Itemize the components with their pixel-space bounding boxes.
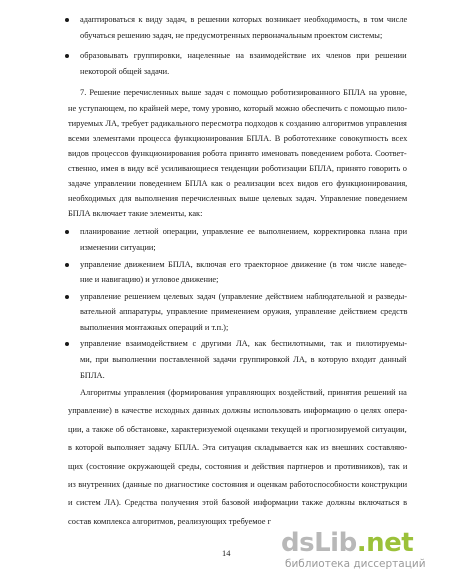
bullet-icon xyxy=(65,263,69,267)
bullet-icon xyxy=(65,54,69,58)
text-line: БПЛА включает такие элементы, как: xyxy=(68,209,203,218)
text-line: управление взаимодействием с другими ЛА, как беспилотными, так и пилотируемы- xyxy=(80,339,407,348)
text-line: ции, а также об обстановке, характеризуемой оценками текущей и прогнозируемой ситуации, xyxy=(68,425,407,434)
text-line: щих (состояние окружающей среды, состояния и действия партнеров и противников), так и xyxy=(68,462,408,471)
text-line: ми, при выполнении поставленной задачи группировкой ЛА, в которую входит данный xyxy=(80,355,407,364)
text-line: и систем ЛА). Средства получения этой базовой информации также должны включаться в xyxy=(68,498,408,507)
text-line: адаптироваться к виду задач, в решении которых возникает необходимость, в том числе xyxy=(80,15,408,24)
text-line: управление движением БПЛА, включая его траекторное движение (в том числе наведе- xyxy=(80,260,407,269)
page-number: 14 xyxy=(222,549,231,558)
text-line: из внутренних (данные по диагностике состояния и оценкам работоспособности конструкции xyxy=(68,480,408,489)
text-line: некоторой общей задачи. xyxy=(80,67,170,76)
text-line: ственно, имея в виду всё усиливающиеся тенденции роботизации БПЛА, принято говорить о xyxy=(68,164,407,173)
text-line: обучаться решению задач, не предусмотренных первоначальным проектом системы; xyxy=(80,31,383,40)
text-line: не уступающем, по крайней мере, тому уровню, который можно обеспечить с помощью пило- xyxy=(68,104,408,113)
text-line: вательной аппаратуры, управление применением оружия, управление действием средств xyxy=(80,307,408,316)
bullet-icon xyxy=(65,295,69,299)
text-line: БПЛА. xyxy=(80,371,105,380)
text-line: всеми элементами процесса функционирования БПЛА. В робототехнике совокупность всех xyxy=(68,134,408,143)
text-line: видов процессов функционирования робота принято именовать поведением робота. Соответ- xyxy=(68,149,407,158)
bullet-icon xyxy=(65,342,69,346)
text-line: в которой выполняет задачу БПЛА. Эта ситуация складывается как из внешних составляю- xyxy=(68,443,408,452)
text-line: выполнения монтажных операций и т.п.); xyxy=(80,323,229,332)
text-line: состав комплекса алгоритмов, реализующих требуемое г xyxy=(68,517,272,526)
text-line: изменении ситуации; xyxy=(80,243,156,252)
text-line: тируемых ЛА, требует радикального пересмотра подходов к созданию алгоритмов управления xyxy=(68,119,407,128)
text-line: необходимых для выполнения перечисленных выше целевых задач. Управление поведением xyxy=(68,194,408,203)
text-line: образовывать группировки, нацеленные на взаимодействие их членов при решении xyxy=(80,51,407,60)
watermark-logo-main: dsLib xyxy=(281,528,357,558)
text-line: управление) в качестве исходных данных должны использовать информацию о целях опера- xyxy=(68,406,408,415)
text-line: ние и навигацию) и угловое движение; xyxy=(80,275,219,284)
watermark-logo xyxy=(281,528,413,558)
text-line: планирование летной операции, управление ее выполнением, корректировка плана при xyxy=(80,227,408,236)
watermark xyxy=(281,528,450,582)
text-line: Алгоритмы управления (формирования управляющих воздействий, принятия решений на xyxy=(80,388,407,397)
bullet-icon xyxy=(65,230,69,234)
text-line: задаче управлении поведением БПЛА как о реализации всех видов его функционирования, xyxy=(68,179,408,188)
watermark-subtitle: библиотека диссертаций xyxy=(285,558,426,570)
watermark-logo-tld: .net xyxy=(356,528,414,558)
text-line: 7. Решение перечисленных выше задач с помощью роботизированного БПЛА на уровне, xyxy=(80,88,407,97)
text-line: управление решением целевых задач (управление действием наблюдательной и разведы- xyxy=(80,292,408,301)
bullet-icon xyxy=(65,18,69,22)
